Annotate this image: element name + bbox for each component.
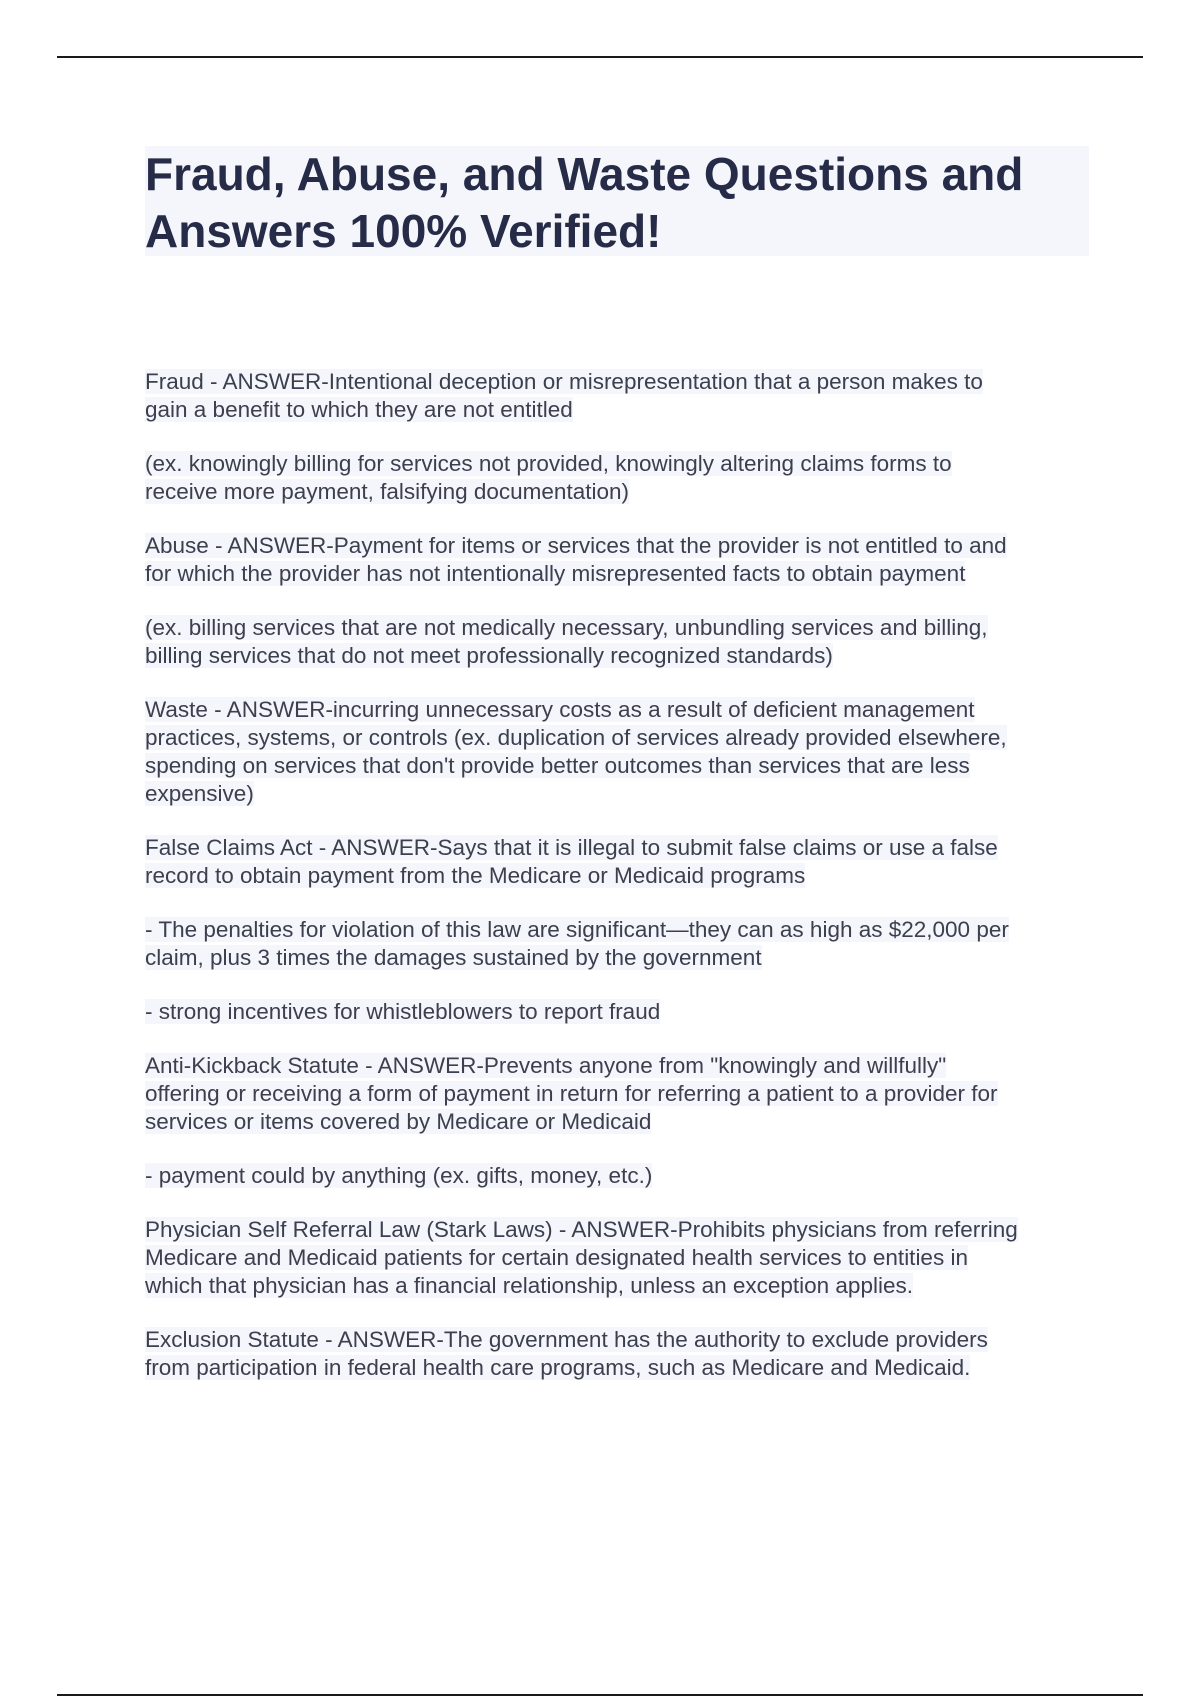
paragraph-line xyxy=(145,1326,1095,1354)
qa-paragraph xyxy=(145,532,1095,588)
title-line: Answers 100% Verified! xyxy=(145,205,662,257)
qa-paragraph xyxy=(145,834,1095,890)
qa-paragraph xyxy=(145,998,1095,1026)
paragraph-line xyxy=(145,944,1095,972)
paragraph-line-text: Exclusion Statute - ANSWER-The government has the authority to exclude providers xyxy=(145,1327,988,1352)
paragraph-line-text: spending on services that don't provide better outcomes than services that are less xyxy=(145,753,970,778)
paragraph-line-text: (ex. knowingly billing for services not provided, knowingly altering claims forms to xyxy=(145,451,952,476)
paragraph-line-text: services or items covered by Medicare or Medicaid xyxy=(145,1109,652,1134)
paragraph-line xyxy=(145,1080,1095,1108)
paragraph-line-text: expensive) xyxy=(145,781,254,806)
qa-paragraph xyxy=(145,1162,1095,1190)
paragraph-line-text: gain a benefit to which they are not entitled xyxy=(145,397,573,422)
paragraph-line xyxy=(145,396,1095,424)
paragraph-line-text: Abuse - ANSWER-Payment for items or services that the provider is not entitled to and xyxy=(145,533,1007,558)
paragraph-line-text: - The penalties for violation of this law are significant—they can as high as $22,000 per xyxy=(145,917,1009,942)
paragraph-line xyxy=(145,752,1095,780)
paragraph-line xyxy=(145,724,1095,752)
document-body xyxy=(145,368,1095,1408)
paragraph-line xyxy=(145,560,1095,588)
paragraph-line xyxy=(145,1108,1095,1136)
qa-paragraph xyxy=(145,696,1095,808)
paragraph-line-text: record to obtain payment from the Medicare or Medicaid programs xyxy=(145,863,806,888)
qa-paragraph xyxy=(145,1326,1095,1382)
qa-paragraph xyxy=(145,450,1095,506)
paragraph-line xyxy=(145,862,1095,890)
paragraph-line xyxy=(145,478,1095,506)
paragraph-line xyxy=(145,642,1095,670)
paragraph-line xyxy=(145,1052,1095,1080)
paragraph-line-text: Medicare and Medicaid patients for certain designated health services to entities in xyxy=(145,1245,968,1270)
title-line: Fraud, Abuse, and Waste Questions and xyxy=(145,148,1024,200)
title-block xyxy=(145,146,1089,256)
page-title xyxy=(145,146,1089,260)
qa-paragraph xyxy=(145,1216,1095,1300)
paragraph-line-text: Fraud - ANSWER-Intentional deception or misrepresentation that a person makes to xyxy=(145,369,983,394)
paragraph-line-text: False Claims Act - ANSWER-Says that it is illegal to submit false claims or use a false xyxy=(145,835,998,860)
paragraph-line xyxy=(145,834,1095,862)
paragraph-line xyxy=(145,532,1095,560)
paragraph-line xyxy=(145,1354,1095,1382)
paragraph-line-text: claim, plus 3 times the damages sustained by the government xyxy=(145,945,762,970)
qa-paragraph xyxy=(145,614,1095,670)
qa-paragraph xyxy=(145,368,1095,424)
paragraph-line-text: for which the provider has not intentionally misrepresented facts to obtain payment xyxy=(145,561,966,586)
paragraph-line-text: Anti-Kickback Statute - ANSWER-Prevents anyone from "knowingly and willfully" xyxy=(145,1053,947,1078)
paragraph-line xyxy=(145,368,1095,396)
bottom-rule xyxy=(57,1694,1143,1696)
paragraph-line xyxy=(145,614,1095,642)
paragraph-line-text: from participation in federal health care programs, such as Medicare and Medicaid. xyxy=(145,1355,971,1380)
paragraph-line-text: (ex. billing services that are not medically necessary, unbundling services and billing, xyxy=(145,615,988,640)
paragraph-line xyxy=(145,696,1095,724)
paragraph-line xyxy=(145,916,1095,944)
qa-paragraph xyxy=(145,916,1095,972)
paragraph-line-text: - strong incentives for whistleblowers to report fraud xyxy=(145,999,661,1024)
paragraph-line-text: - payment could by anything (ex. gifts, money, etc.) xyxy=(145,1163,653,1188)
qa-paragraph xyxy=(145,1052,1095,1136)
paragraph-line-text: practices, systems, or controls (ex. duplication of services already provided elsewhere, xyxy=(145,725,1007,750)
paragraph-line-text: Physician Self Referral Law (Stark Laws) - ANSWER-Prohibits physicians from referring xyxy=(145,1217,1018,1242)
paragraph-line xyxy=(145,1272,1095,1300)
paragraph-line xyxy=(145,1216,1095,1244)
paragraph-line-text: which that physician has a financial relationship, unless an exception applies. xyxy=(145,1273,913,1298)
paragraph-line-text: Waste - ANSWER-incurring unnecessary costs as a result of deficient management xyxy=(145,697,975,722)
top-rule xyxy=(57,56,1143,58)
paragraph-line-text: billing services that do not meet professionally recognized standards) xyxy=(145,643,833,668)
paragraph-line xyxy=(145,450,1095,478)
paragraph-line xyxy=(145,1244,1095,1272)
paragraph-line-text: offering or receiving a form of payment in return for referring a patient to a provider for xyxy=(145,1081,998,1106)
paragraph-line xyxy=(145,998,1095,1026)
paragraph-line-text: receive more payment, falsifying documentation) xyxy=(145,479,629,504)
paragraph-line xyxy=(145,1162,1095,1190)
paragraph-line xyxy=(145,780,1095,808)
